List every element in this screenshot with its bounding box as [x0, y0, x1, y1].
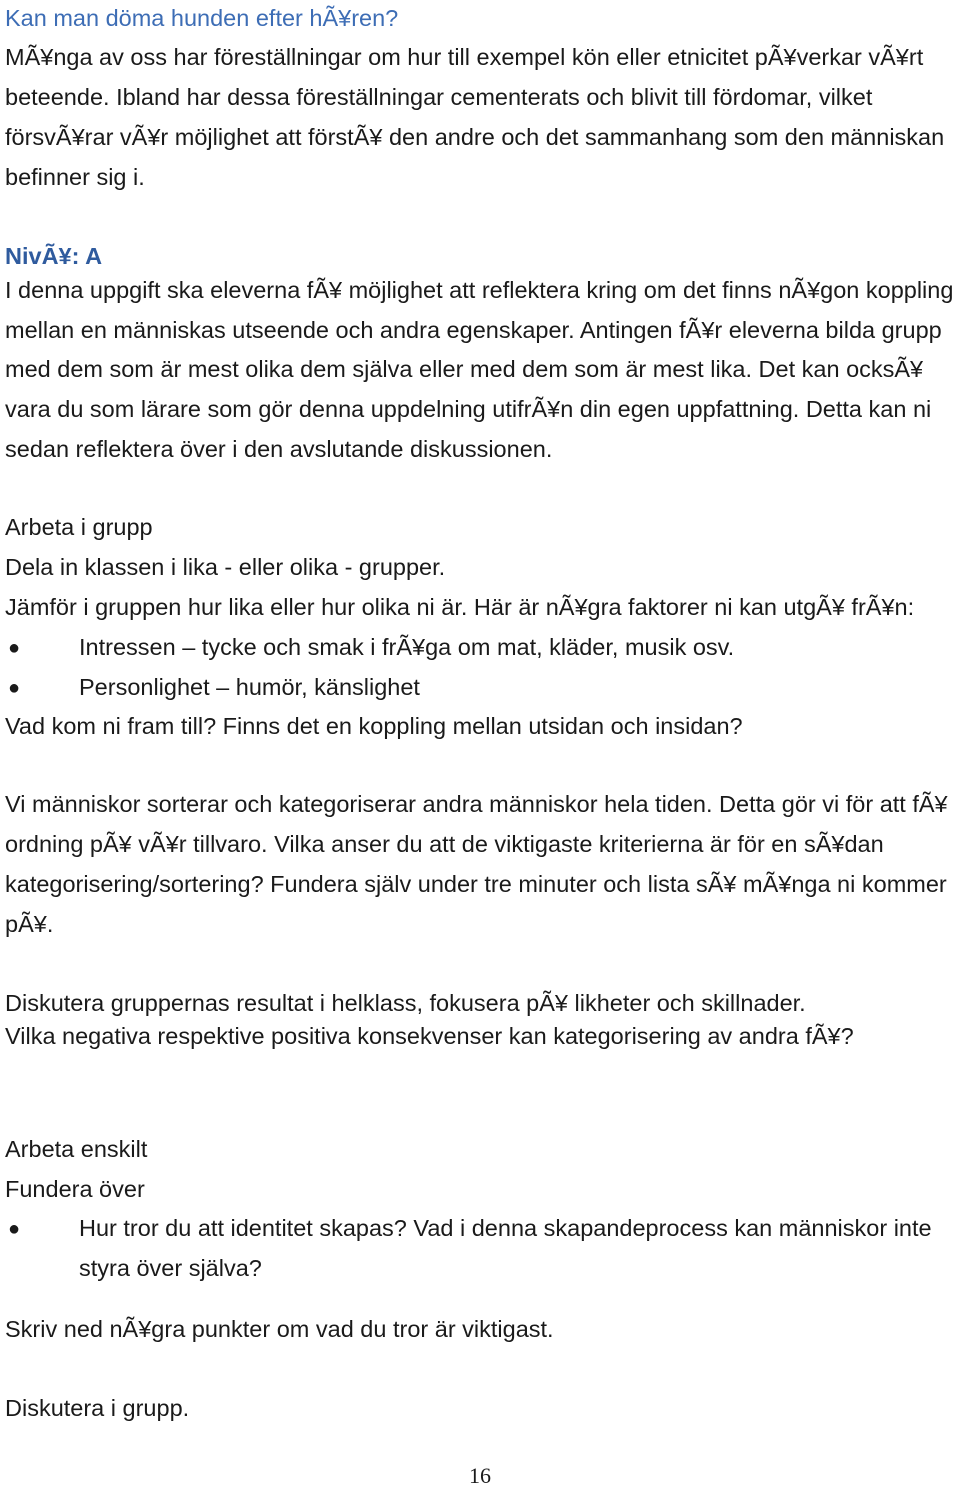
individual-subtitle: Fundera över: [5, 1176, 145, 1202]
level-text-line: mellan en människas utseende och andra egenskaper. Antingen fÃ¥r eleverna bilda grupp: [5, 317, 942, 343]
section-heading: Kan man döma hunden efter hÃ¥ren?: [5, 5, 399, 31]
page-number: 16: [469, 1463, 491, 1488]
individual-bullet-line: Hur tror du att identitet skapas? Vad i denna skapandeprocess kan människor inte: [79, 1215, 932, 1241]
intro-line: MÃ¥nga av oss har föreställningar om hur till exempel kön eller etnicitet pÃ¥verkar vÃ¥rt: [5, 44, 924, 70]
level-text-line: sedan reflektera över i den avslutande diskussionen.: [5, 436, 553, 462]
bullet-item: Personlighet – humör, känslighet: [79, 674, 420, 700]
intro-line: beteende. Ibland har dessa föreställningar cementerats och blivit till fördomar, vilket: [5, 84, 873, 110]
intro-line: försvÃ¥rar vÃ¥r möjlighet att förstÃ¥ den andre och det sammanhang som den människan: [5, 124, 945, 150]
bullet-icon: ●: [8, 677, 21, 699]
level-text-line: vara du som lärare som gör denna uppdelning utifrÃ¥n din egen uppfattning. Detta kan ni: [5, 396, 932, 422]
bullet-item: Intressen – tycke och smak i frÃ¥ga om mat, kläder, musik osv.: [79, 634, 735, 660]
group-work-question: Vad kom ni fram till? Finns det en koppling mellan utsidan och insidan?: [5, 713, 743, 739]
bullet-icon: ●: [8, 1218, 21, 1240]
level-text-line: I denna uppgift ska eleverna fÃ¥ möjlighet att reflektera kring om det finns nÃ¥gon koppling: [5, 277, 954, 303]
group-work-line: Dela in klassen i lika - eller olika - grupper.: [5, 554, 446, 580]
sorting-line: Vi människor sorterar och kategoriserar andra människor hela tiden. Detta gör vi för att fÃ¥: [5, 791, 948, 817]
intro-line: befinner sig i.: [5, 164, 145, 190]
group-work-line: Jämför i gruppen hur lika eller hur olika ni är. Här är nÃ¥gra faktorer ni kan utgÃ¥ frÃ¥n:: [5, 594, 915, 620]
level-text-line: med dem som är mest olika dem själva eller med dem som är mest lika. Det kan ocksÃ¥: [5, 356, 924, 382]
individual-bullet-line: styra över själva?: [79, 1255, 262, 1281]
final-instruction: Diskutera i grupp.: [5, 1395, 190, 1421]
sorting-line: ordning pÃ¥ vÃ¥r tillvaro. Vilka anser du att de viktigaste kriterierna är för en sÃ¥dan: [5, 831, 884, 857]
group-work-title: Arbeta i grupp: [5, 514, 153, 540]
level-heading: NivÃ¥: A: [5, 243, 103, 269]
individual-title: Arbeta enskilt: [5, 1136, 148, 1162]
bullet-icon: ●: [8, 637, 21, 659]
write-instruction: Skriv ned nÃ¥gra punkter om vad du tror är viktigast.: [5, 1316, 554, 1342]
discuss-line: Vilka negativa respektive positiva konsekvenser kan kategorisering av andra fÃ¥?: [5, 1023, 854, 1049]
discuss-line: Diskutera gruppernas resultat i helklass, fokusera pÃ¥ likheter och skillnader.: [5, 990, 806, 1016]
sorting-line: kategorisering/sortering? Fundera själv under tre minuter och lista sÃ¥ mÃ¥nga ni kommer: [5, 871, 947, 897]
sorting-line: pÃ¥.: [5, 911, 54, 937]
